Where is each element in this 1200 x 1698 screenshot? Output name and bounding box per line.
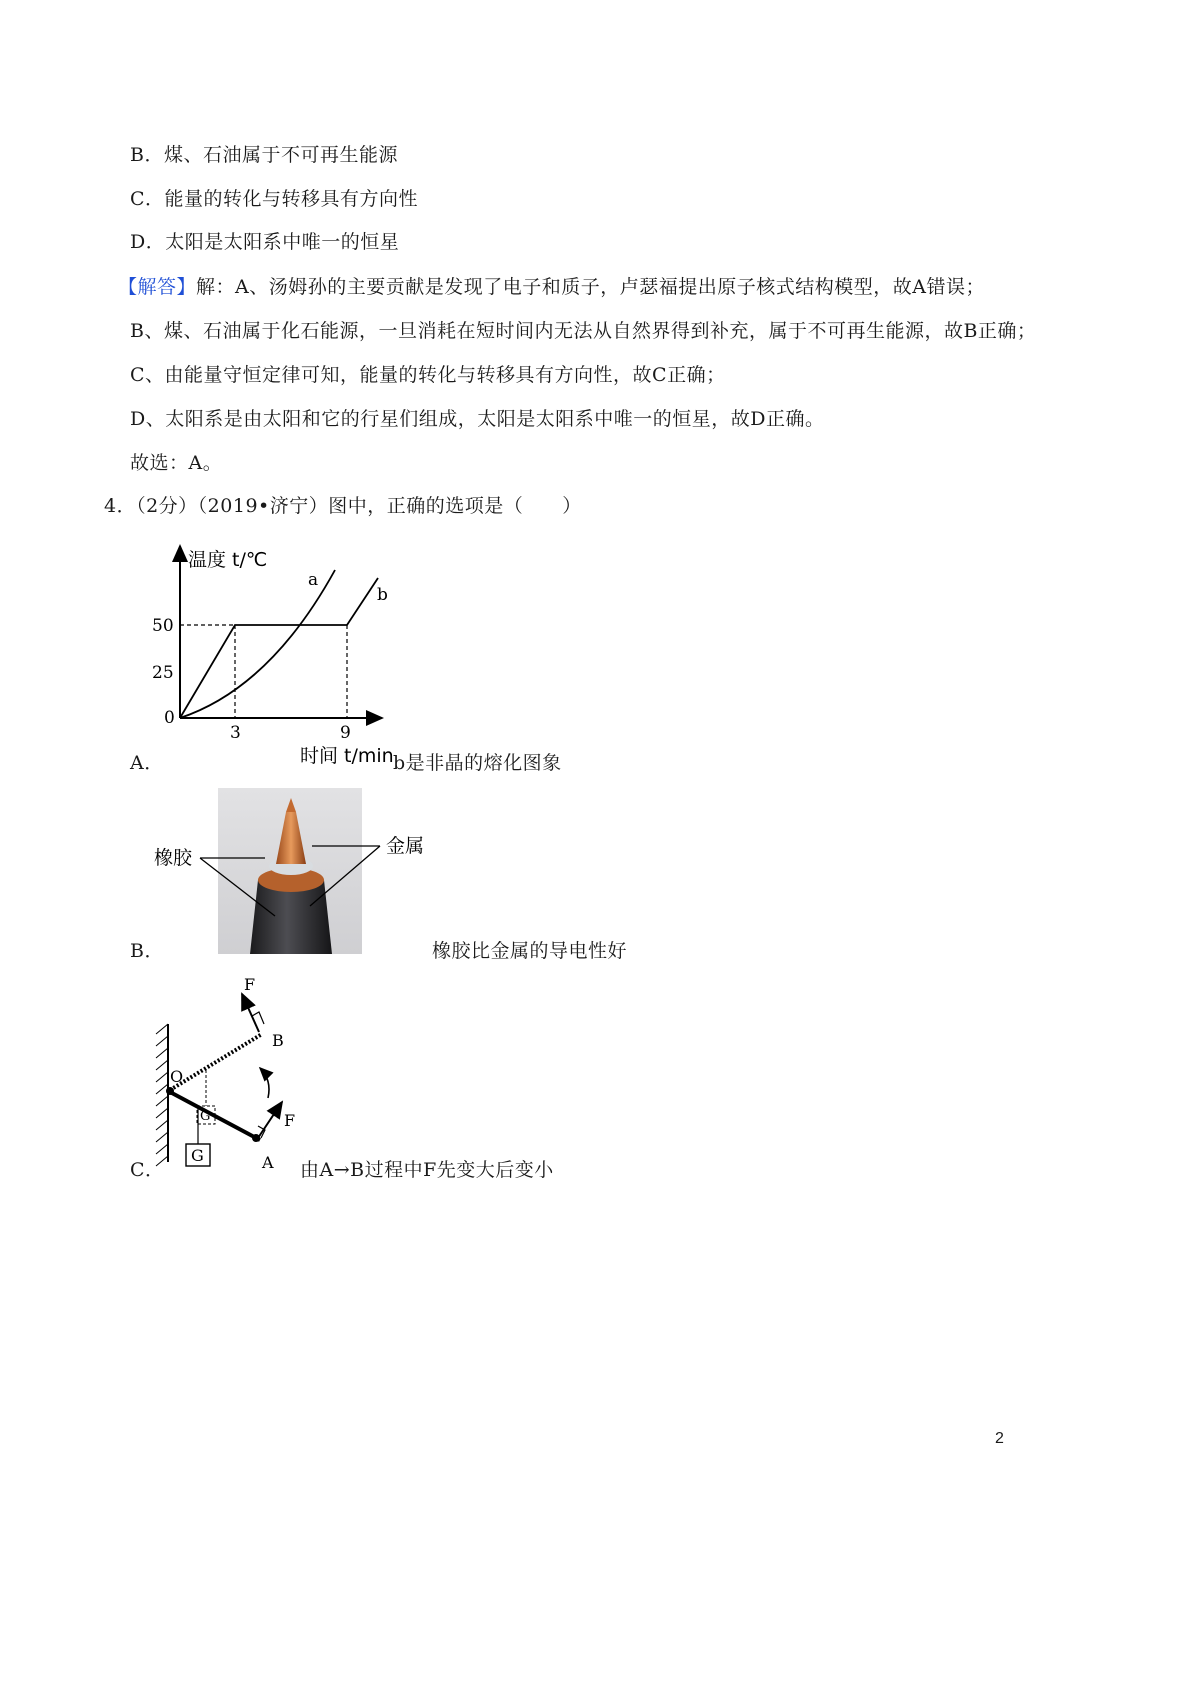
label-f-top: F xyxy=(244,975,256,994)
label-f-bottom: F xyxy=(284,1111,296,1130)
answer-line-b: B、煤、石油属于化石能源，一旦消耗在短时间内无法从自然界得到补充，属于不可再生能源，故B正确； xyxy=(130,320,1037,342)
option-c-line: C．能量的转化与转移具有方向性 xyxy=(130,188,419,210)
x-tick-3: 3 xyxy=(230,723,241,743)
label-a: A xyxy=(262,1153,274,1172)
lever-position-b xyxy=(170,1034,262,1090)
lever-figure xyxy=(148,972,308,1178)
answer-text-a: 解：A、汤姆孙的主要贡献是发现了电子和质子，卢瑟福提出原子核式结构模型，故A错误； xyxy=(196,276,985,298)
answer-tag: 【解答】 xyxy=(118,276,197,298)
option-b-text: 橡胶比金属的导电性好 xyxy=(432,940,628,962)
page-number: 2 xyxy=(995,1430,1004,1447)
option-a-letter: A． xyxy=(130,752,164,774)
y-tick-50: 50 xyxy=(152,616,174,636)
answer-line-a xyxy=(118,274,985,300)
label-rubber: 橡胶 xyxy=(154,847,193,869)
pivot-o xyxy=(166,1087,174,1095)
wall-hatching xyxy=(156,1024,168,1166)
label-o: O xyxy=(170,1067,184,1086)
y-tick-25: 25 xyxy=(152,663,174,683)
label-b: B xyxy=(272,1031,284,1050)
y-tick-0: 0 xyxy=(164,708,175,728)
curve-b xyxy=(180,578,378,718)
option-c-text: 由A→B过程中F先变大后变小 xyxy=(300,1159,554,1181)
label-g-dashed: G xyxy=(200,1109,211,1124)
force-f-at-a xyxy=(258,1102,282,1138)
temperature-time-graph xyxy=(150,538,420,788)
label-g: G xyxy=(191,1146,204,1165)
option-d-line: D．太阳是太阳系中唯一的恒星 xyxy=(130,231,400,253)
curve-a-label: a xyxy=(308,570,319,590)
option-b-line: B．煤、石油属于不可再生能源 xyxy=(130,144,398,166)
label-metal: 金属 xyxy=(386,835,425,857)
option-a-text: b是非晶的熔化图象 xyxy=(393,752,562,774)
answer-line-c: C、由能量守恒定律可知，能量的转化与转移具有方向性，故C正确； xyxy=(130,364,726,386)
cable-figure xyxy=(150,788,450,954)
question-4: 4．（2分）（2019•济宁）图中，正确的选项是（ ） xyxy=(104,495,582,517)
y-axis-label: 温度 t/℃ xyxy=(188,549,268,571)
curve-b-label: b xyxy=(377,585,388,605)
rotation-arrow xyxy=(260,1068,269,1098)
x-tick-9: 9 xyxy=(340,723,351,743)
curve-a xyxy=(180,570,335,718)
answer-choice: 故选：A。 xyxy=(130,452,223,474)
answer-line-d: D、太阳系是由太阳和它的行星们组成，太阳是太阳系中唯一的恒星，故D正确。 xyxy=(130,408,825,430)
option-b-letter: B． xyxy=(130,940,164,962)
option-c-letter: C． xyxy=(130,1159,165,1181)
x-axis-label: 时间 t/min xyxy=(300,745,394,767)
